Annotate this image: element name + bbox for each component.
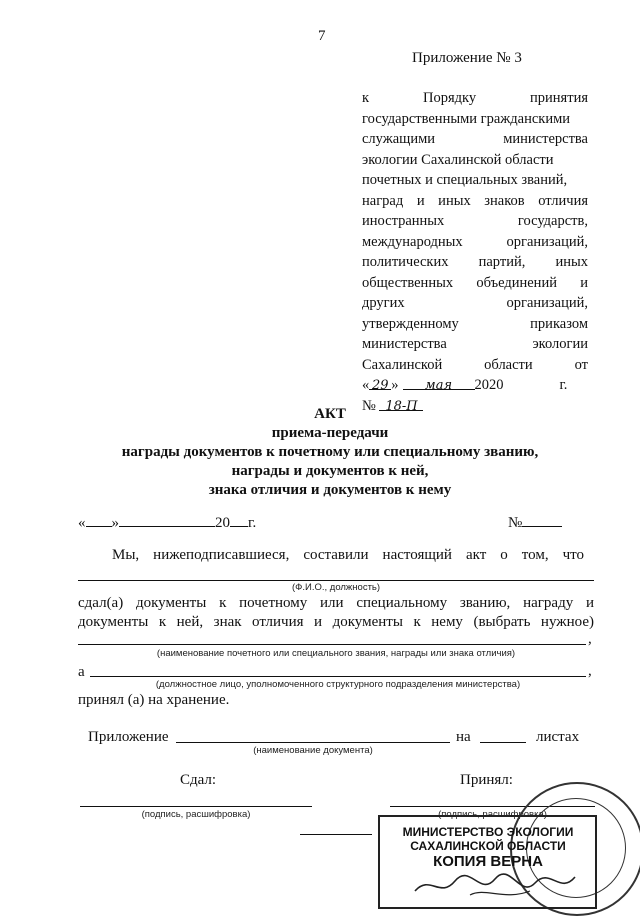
order-line: Сахалинской области от [362,356,588,373]
order-date-year-suffix: г. [559,377,568,393]
act-date-century: 20 [215,515,230,531]
title-line: знака отличия и документов к нему [208,482,452,498]
title-line: награды документов к почетному или специальному званию, [121,444,539,460]
appendix-heading: Приложение № 3 [412,50,522,66]
act-date-year-field[interactable] [230,512,248,527]
received-label: Принял: [460,772,513,788]
order-line: других организаций, [362,295,588,311]
order-date-day-field [369,375,391,393]
stamp-line-copy: КОПИЯ ВЕРНА [433,853,543,870]
stamp-line-region: САХАЛИНСКОЙ ОБЛАСТИ [410,839,566,853]
attachment-name-line[interactable] [176,742,450,743]
paragraph-intro: Мы, нижеподписавшиеся, составили настоящий акт о том, что [112,547,584,563]
order-line: международных организаций, [362,233,588,250]
award-name-line[interactable] [78,644,586,645]
attachment-sheets-line[interactable] [480,742,526,743]
caption-sign-left: (подпись, расшифровка) [141,809,251,820]
order-date-year: 2020 [474,377,504,393]
attachment-on: на [456,729,471,745]
order-line: политических партий, иных [362,254,588,270]
certified-copy-stamp [378,815,597,909]
act-number-field[interactable] [522,512,562,527]
order-date-close-quote: » [391,377,399,393]
attachment-sheets: листах [536,729,580,745]
act-date-open-quote: « [78,515,86,531]
order-line: иностранных государств, [362,213,588,229]
order-line: утвержденному приказом [362,315,588,332]
order-date-day: 29 [371,378,389,393]
comma-official: , [588,663,592,679]
order-line: министерства экологии [362,336,588,352]
act-date-line [78,512,256,532]
order-line: наград и иных знаков отличия [362,192,588,209]
order-date-open-quote: « [362,377,370,393]
comma-award: , [588,631,592,647]
caption-document: (наименование документа) [253,745,373,756]
handwritten-signature [410,869,580,903]
stamp-line-ministry: МИНИСТЕРСТВО ЭКОЛОГИИ [402,825,574,839]
attachment-label: Приложение [88,729,169,745]
order-number-prefix: № [362,397,376,414]
extra-line [300,834,372,835]
prefix-a: а [78,664,85,680]
order-line: экологии Сахалинской области [362,151,554,168]
accepted-text: принял (а) на хранение. [78,692,230,708]
official-line[interactable] [90,676,586,677]
order-reference-block [362,88,588,416]
paragraph-handed-line1: сдал(а) документы к почетному или специальному званию, награду и [78,595,594,611]
act-date-close-quote: » [111,515,119,531]
title-line: награды и документов к ней, [231,463,429,479]
title-line: приема-передачи [271,425,389,441]
document-title [60,405,600,500]
act-date-year-suffix: г. [248,515,257,531]
order-line: служащими министерства [362,131,588,147]
act-number-line [508,512,562,532]
act-date-month-field[interactable] [119,512,215,527]
page-number: 7 [318,28,326,44]
order-number: 18-П [385,398,418,414]
fio-line[interactable] [78,580,594,581]
order-line: к Порядку принятия [362,90,588,106]
handed-label: Сдал: [180,772,217,788]
act-date-day-field[interactable] [86,512,112,527]
order-line: государственными гражданскими [362,110,571,127]
caption-official: (должностное лицо, уполномоченного структурного подразделения министерства) [155,679,521,690]
paragraph-handed-line2: документы к ней, знак отличия и документы к нему (выбрать нужное) [78,614,594,630]
caption-sign-right: (подпись, расшифровка) [438,809,547,820]
order-date-line [362,375,588,396]
caption-fio: (Ф.И.О., должность) [291,582,381,593]
order-date-month-field [403,375,475,393]
caption-award: (наименование почетного или специального звания, награды или знака отличия) [156,648,516,659]
act-number-label: № [508,515,523,531]
order-line: почетных и специальных званий, [362,172,568,188]
signature-line-left[interactable] [80,806,312,807]
order-date-month: мая [424,378,453,393]
order-line: общественных объединений и [362,274,588,291]
title-line: АКТ [314,406,346,422]
